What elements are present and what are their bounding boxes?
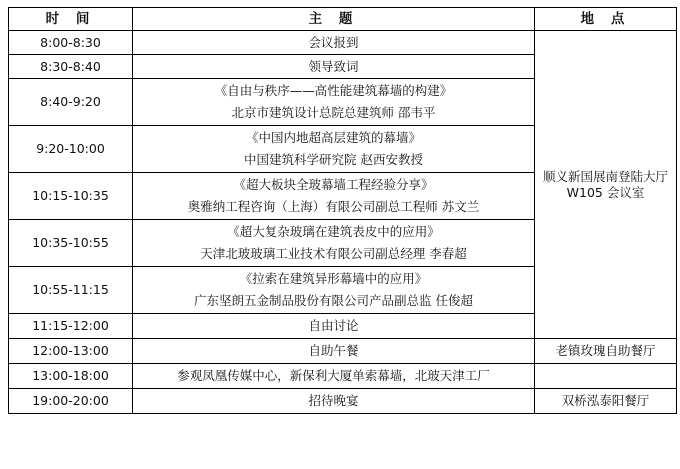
topic-cell: 会议报到 xyxy=(133,31,535,55)
topic-cell: 参观凤凰传媒中心，新保利大厦单索幕墙，北玻天津工厂 xyxy=(133,364,535,389)
header-row xyxy=(9,8,677,31)
time-cell: 8:00-8:30 xyxy=(9,31,133,55)
table-row xyxy=(9,364,677,389)
speaker-name: 北京市建筑设计总院总建筑师 邵韦平 xyxy=(231,105,436,120)
talk-title: 《超大板块全玻幕墙工程经验分享》 xyxy=(233,177,434,192)
time-cell: 10:55-11:15 xyxy=(9,267,133,314)
time-cell: 10:15-10:35 xyxy=(9,173,133,220)
table-row xyxy=(9,389,677,414)
speaker-name: 中国建筑科学研究院 赵西安教授 xyxy=(244,152,423,167)
location-header: 地 点 xyxy=(535,8,677,31)
time-header: 时 间 xyxy=(9,8,133,31)
time-cell: 8:30-8:40 xyxy=(9,55,133,79)
topic-cell: 自助午餐 xyxy=(133,339,535,364)
topic-cell xyxy=(133,267,535,314)
topic-header: 主 题 xyxy=(133,8,535,31)
speaker-name: 天津北玻玻璃工业技术有限公司副总经理 李春超 xyxy=(200,246,467,261)
time-cell: 8:40-9:20 xyxy=(9,79,133,126)
topic-cell xyxy=(133,173,535,220)
time-cell: 13:00-18:00 xyxy=(9,364,133,389)
lunch-location-cell: 老镇玫瑰自助餐厅 xyxy=(535,339,677,364)
topic-cell xyxy=(133,220,535,267)
talk-title: 《拉索在建筑异形幕墙中的应用》 xyxy=(239,271,428,286)
morning-location-cell: 顺义新国展南登陆大厅 W105 会议室 xyxy=(535,31,677,339)
topic-cell: 招待晚宴 xyxy=(133,389,535,414)
topic-cell: 领导致词 xyxy=(133,55,535,79)
time-cell: 9:20-10:00 xyxy=(9,126,133,173)
topic-cell xyxy=(133,126,535,173)
table-row xyxy=(9,339,677,364)
speaker-name: 奥雅纳工程咨询（上海）有限公司副总工程师 苏文兰 xyxy=(187,199,480,214)
dinner-location-cell: 双桥泓泰阳餐厅 xyxy=(535,389,677,414)
table-row xyxy=(9,31,677,55)
time-cell: 12:00-13:00 xyxy=(9,339,133,364)
time-cell: 11:15-12:00 xyxy=(9,314,133,339)
speaker-name: 广东坚朗五金制品股份有限公司产品副总监 任俊超 xyxy=(194,293,473,308)
schedule-table xyxy=(8,7,677,414)
talk-title: 《自由与秩序——高性能建筑幕墙的构建》 xyxy=(214,83,453,98)
time-cell: 10:35-10:55 xyxy=(9,220,133,267)
topic-cell: 自由讨论 xyxy=(133,314,535,339)
talk-title: 《超大复杂玻璃在建筑表皮中的应用》 xyxy=(227,224,440,239)
talk-title: 《中国内地超高层建筑的幕墙》 xyxy=(245,130,421,145)
empty-location-cell xyxy=(535,364,677,389)
time-cell: 19:00-20:00 xyxy=(9,389,133,414)
topic-cell xyxy=(133,79,535,126)
